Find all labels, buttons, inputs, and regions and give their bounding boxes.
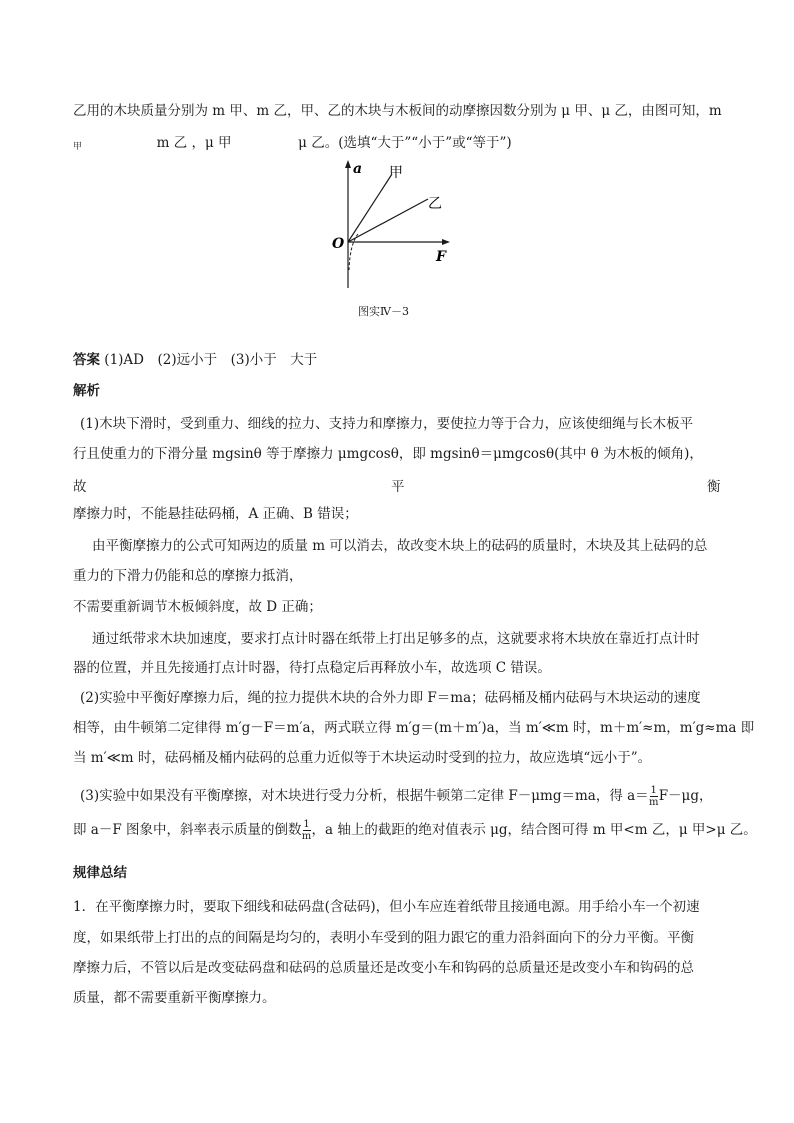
analysis-p5-line-2 — [73, 819, 757, 842]
analysis-p1-line-3b: 平 — [391, 479, 405, 495]
analysis-p4-line-1: (2)实验中平衡好摩擦力后，绳的拉力提供木块的合外力即 F＝ma；砝码桶及桶内砝码与木块运动的速度 — [80, 690, 701, 706]
analysis-p5-line-2a: 即 a－F 图象中，斜率表示质量的倒数 — [73, 822, 302, 838]
line-yi — [348, 199, 428, 242]
summary-line-1: 1．在平衡摩擦力时，要取下细线和砝码盘(含砝码)，但小车应连着纸带且接通电源。用手给小车一个初速 — [73, 899, 700, 915]
analysis-p2-line-3: 不需要重新调节木板倾斜度，故 D 正确； — [73, 599, 322, 615]
line-jia — [348, 174, 392, 242]
question-line-2-end: μ 乙。(选填“大于”“小于”或“等于”) — [298, 135, 512, 151]
analysis-p5-line-2b: ，a 轴上的截距的绝对值表示 μg，结合图可得 m 甲<m 乙，μ 甲>μ 乙。 — [311, 822, 757, 838]
fraction-numerator: 1 — [650, 785, 657, 796]
analysis-p1-line-4: 摩擦力时，不能悬挂砝码桶，A 正确、B 错误； — [73, 506, 358, 522]
analysis-p1-line-2: 行且使重力的下滑分量 mgsinθ 等于摩擦力 μmgcosθ，即 mgsinθ＝μmgcosθ(其中 θ 为木板的倾角)， — [73, 446, 703, 462]
fraction-denominator-2: m — [301, 831, 312, 842]
figure-caption: 图实Ⅳ－3 — [358, 305, 409, 318]
x-axis-label: F — [436, 249, 446, 265]
y-axis-label: a — [353, 161, 363, 177]
analysis-p5-line-1b: F－μg， — [658, 788, 713, 804]
question-line-2 — [73, 133, 512, 157]
analysis-p5-line-1a: (3)实验中如果没有平衡摩擦，对木块进行受力分析，根据牛顿第二定律 F－μmg＝ma，得 a＝ — [80, 788, 649, 804]
fraction-1-over-m — [649, 785, 659, 808]
fraction-1-over-m-2 — [302, 819, 312, 842]
analysis-p4-line-2: 相等，由牛顿第二定律得 m′g－F＝m′a，两式联立得 m′g＝(m＋m′)a，当 m′≪m 时，m＋m′≈m，m′g≈ma 即 — [73, 720, 755, 736]
analysis-p5-line-1 — [80, 785, 712, 808]
line-yi-label: 乙 — [428, 196, 442, 212]
origin-label: O — [332, 236, 345, 252]
summary-label: 规律总结 — [73, 865, 127, 881]
fraction-denominator: m — [648, 797, 659, 808]
a-f-graph — [328, 158, 458, 293]
answer-line — [73, 350, 317, 370]
answer-label: 答案 — [73, 352, 100, 368]
analysis-p2-line-2: 重力的下滑力仍能和总的摩擦力抵消， — [73, 568, 303, 584]
analysis-p3-line-1: 通过纸带求木块加速度，要求打点计时器在纸带上打出足够多的点，这就要求将木块放在靠近打点计时 — [92, 631, 700, 647]
question-line-2-sub: 甲 — [73, 142, 83, 152]
summary-line-4: 质量，都不需要重新平衡摩擦力。 — [73, 990, 276, 1006]
summary-line-3: 摩擦力后，不管以后是改变砝码盘和砝码的总质量还是改变小车和钩码的总质量还是改变小车和钩码的总 — [73, 960, 694, 976]
analysis-p1-line-1: (1)木块下滑时，受到重力、细线的拉力、支持力和摩擦力，要使拉力等于合力，应该使细绳与长木板平 — [80, 416, 694, 432]
analysis-p4-line-3: 当 m′≪m 时，砝码桶及桶内砝码的总重力近似等于木块运动时受到的拉力，故应选填“远小于”。 — [73, 750, 652, 766]
analysis-p2-line-1: 由平衡摩擦力的公式可知两边的质量 m 可以消去，故改变木块上的砝码的质量时，木块及其上砝码的总 — [92, 538, 708, 554]
analysis-p1-line-3a: 故 — [73, 479, 87, 495]
summary-line-2: 度，如果纸带上打出的点的间隔是均匀的，表明小车受到的阻力跟它的重力沿斜面向下的分力平衡。平衡 — [73, 930, 694, 946]
analysis-label: 解析 — [73, 383, 100, 399]
analysis-p1-line-3c: 衡 — [707, 479, 721, 495]
question-line-1: 乙用的木块质量分别为 m 甲、m 乙，甲、乙的木块与木板间的动摩擦因数分别为 μ 甲、μ 乙，由图可知，m — [73, 103, 722, 119]
analysis-p3-line-2: 器的位置，并且先接通打点计时器，待打点稳定后再释放小车，故选项 C 错误。 — [73, 660, 551, 676]
answer-text: (1)AD (2)远小于 (3)小于 大于 — [104, 352, 318, 368]
fraction-numerator-2: 1 — [303, 819, 310, 830]
line-jia-label: 甲 — [389, 165, 403, 181]
question-line-2-mid: m 乙 ，μ 甲 — [156, 135, 232, 151]
